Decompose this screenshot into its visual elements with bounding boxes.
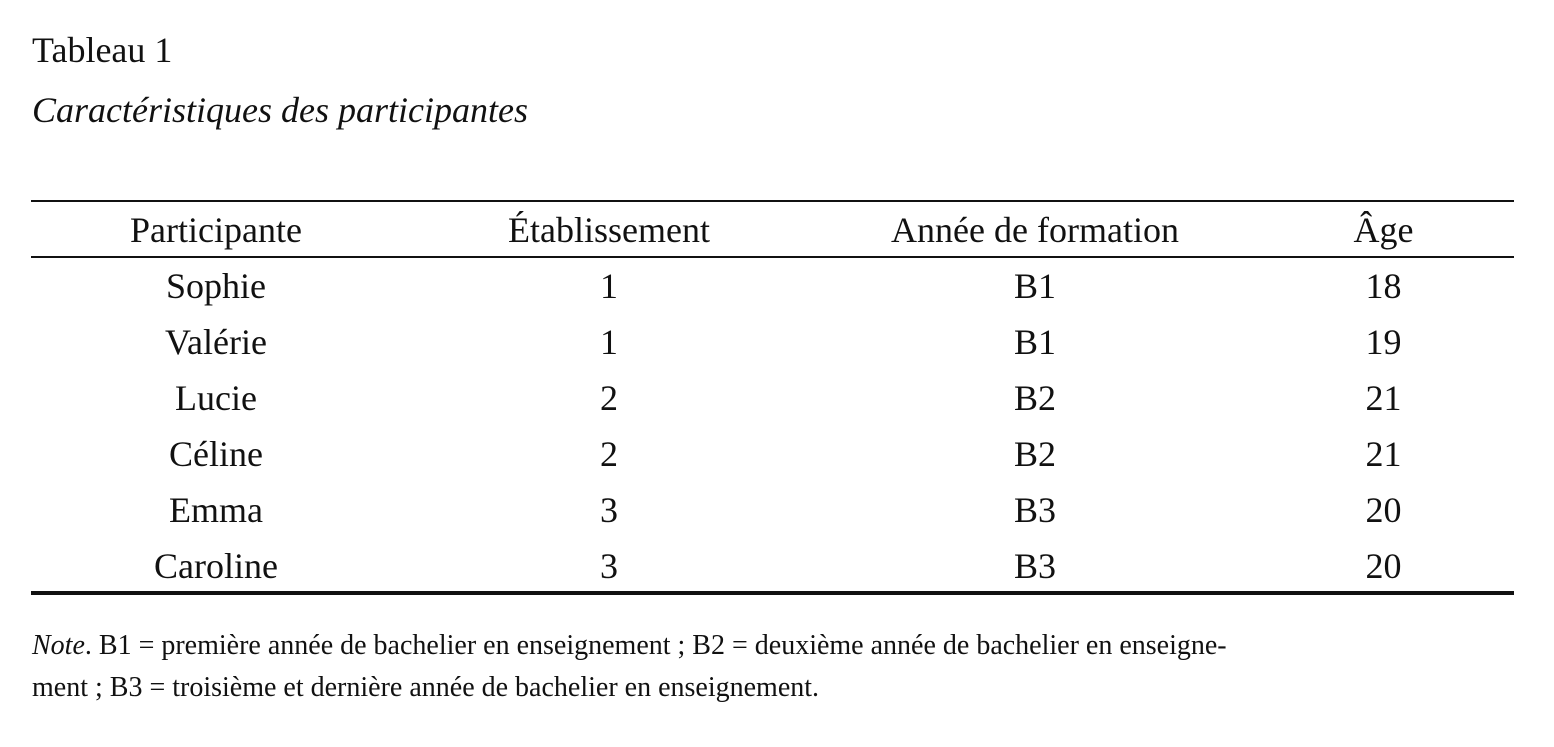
annee-cell: B1 xyxy=(1013,322,1056,362)
annee-cell: B2 xyxy=(1013,378,1056,418)
age-cell: 19 xyxy=(1365,322,1402,362)
participant-cell: Lucie xyxy=(175,378,257,418)
note-line-2: ment ; B3 = troisième et dernière année de bachelier en enseignement. xyxy=(32,672,820,703)
table-label: Tableau 1 xyxy=(32,30,173,70)
note-line-1 xyxy=(32,625,1514,667)
table-row xyxy=(31,482,1514,538)
header-row xyxy=(31,202,1514,258)
table-row xyxy=(31,314,1514,370)
annee-cell: B2 xyxy=(1013,434,1056,474)
etablissement-cell: 1 xyxy=(600,322,618,362)
participant-cell: Valérie xyxy=(165,322,267,362)
column-header-participante: Participante xyxy=(130,210,302,250)
participant-cell: Céline xyxy=(169,434,263,474)
table-row xyxy=(31,538,1514,594)
annee-cell: B3 xyxy=(1013,490,1056,530)
table-row xyxy=(31,370,1514,426)
etablissement-cell: 2 xyxy=(600,378,618,418)
annee-cell: B3 xyxy=(1013,546,1056,586)
etablissement-cell: 2 xyxy=(600,434,618,474)
etablissement-cell: 3 xyxy=(600,546,618,586)
annee-cell: B1 xyxy=(1013,266,1056,306)
age-cell: 21 xyxy=(1365,378,1402,418)
participant-cell: Caroline xyxy=(154,546,278,586)
table-row xyxy=(31,258,1514,314)
participant-cell: Emma xyxy=(169,490,263,530)
etablissement-cell: 3 xyxy=(600,490,618,530)
table-row xyxy=(31,426,1514,482)
participant-cell: Sophie xyxy=(165,266,266,306)
note-text-1: . B1 = première année de bachelier en enseignement ; B2 = deuxième année de bachelier en enseigne- xyxy=(84,630,1227,661)
age-cell: 20 xyxy=(1365,546,1402,586)
age-cell: 18 xyxy=(1365,266,1402,306)
note-label: Note xyxy=(32,630,85,661)
column-header-age: Âge xyxy=(1353,210,1414,250)
column-header-etablissement: Établissement xyxy=(508,210,710,250)
age-cell: 20 xyxy=(1365,490,1402,530)
participants-table xyxy=(31,202,1514,594)
column-header-annee-de-formation: Année de formation xyxy=(891,210,1179,250)
etablissement-cell: 1 xyxy=(600,266,618,306)
table-title: Caractéristiques des participantes xyxy=(32,90,528,130)
table-note xyxy=(32,625,1514,709)
age-cell: 21 xyxy=(1365,434,1402,474)
